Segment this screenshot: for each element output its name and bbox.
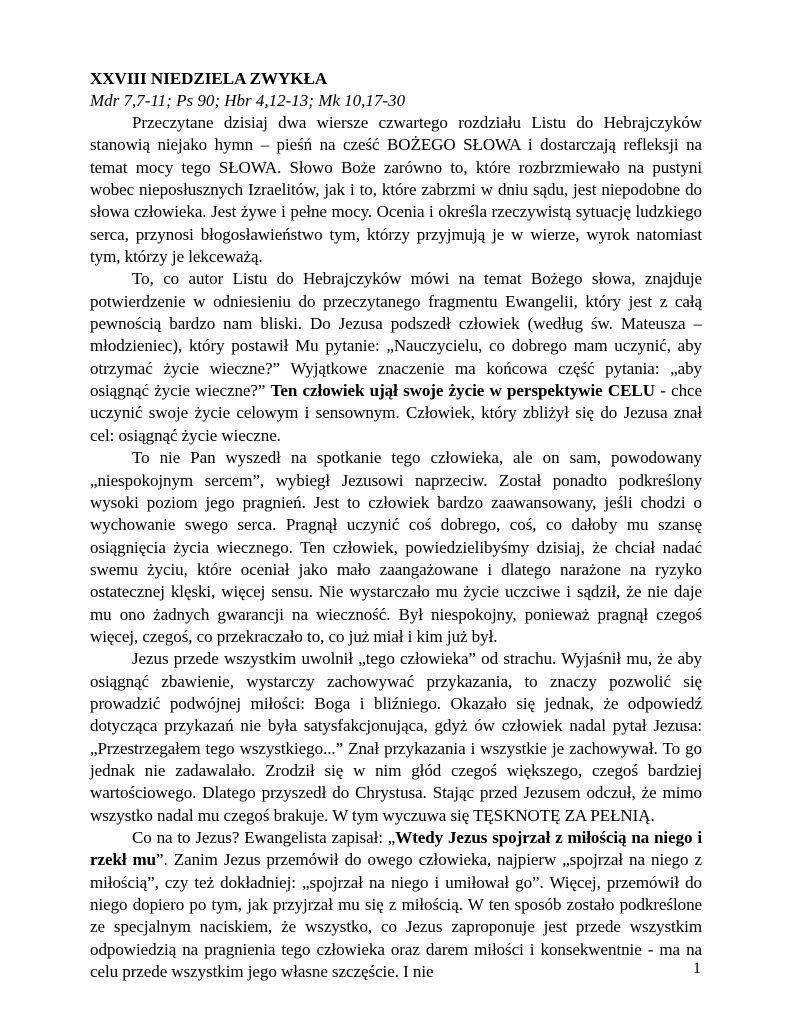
page-number: 1 [693,960,701,977]
text-run: Przeczytane dzisiaj dwa wiersze czwartego rozdziału Listu do Hebrajczyków stanowią niejako hymn – pieśń na cześć BOŻEGO SŁOWA i dostarczają refleksji na temat mocy tego SŁOWA. Słowo Boże zarówno to, które rozbrzmiewało na pustyni wobec nieposłusznych Izraelitów, jak i to, które zabrzmi w dniu sądu, jest niepodobne do słowa człowieka. Jest żywe i pełne mocy. Ocenia i określa rzeczywistą sytuację ludzkiego serca, przynosi błogosławieństwo tym, którzy przyjmują je w wierze, wyrok natomiast tym, którzy je lekceważą. [90,113,702,267]
scripture-readings: Mdr 7,7-11; Ps 90; Hbr 4,12-13; Mk 10,17-30 [90,91,406,110]
emphasis-text: Ten człowiek ujął swoje życie w perspektywie CELU [270,381,655,401]
paragraph-4 [90,648,702,827]
text-run: Co na to Jezus? Ewangelista zapisał: „ [132,828,396,847]
text-run: - chce uczynić swoje życie celowym i sensownym. Człowiek, który zbliżył się do Jezusa znał cel: osiągnąć życie wieczne. [90,381,703,445]
document-title: XXVIII NIEDZIELA ZWYKŁA [90,69,328,88]
text-run: To, co autor Listu do Hebrajczyków mówi na temat Bożego słowa, znajduje potwierdzenie w odniesieniu do przeczytanego fragmentu Ewangelii, który jest z całą pewnością bardzo nam bliski. Do Jezusa podszedł człowiek (według św. Mateusza – młodzieniec), który postawił Mu pytanie: „Nauczycielu, co dobrego mam uczynić, aby otrzymać życie wieczne?” Wyjątkowe znaczenie ma końcowa część pytania: „aby osiągnąć życie wieczne?” [90,269,702,401]
document-page [90,68,702,983]
text-run: Jezus przede wszystkim uwolnił „tego człowieka” od strachu. Wyjaśnił mu, że aby osiągnąć zbawienie, wystarczy zachowywać przykazania, to znaczy pozwolić się prowadzić podwójnej miłości: Boga i bliźniego. Okazało się jednak, że odpowiedź dotycząca przykazań nie była satysfakcjonująca, gdyż ów człowiek nadal pytał Jezusa: „Przestrzegałem tego wszystkiego...” Znał przykazania i wszystkie je zachowywał. To go jednak nie zadawalało. Zrodził się w nim głód czegoś większego, czegoś bardziej wartościowego. Dlatego przyszedł do Chrystusa. Stając przed Jezusem odczuł, że mimo wszystko nadal mu czegoś brakuje. W tym wyczuwa się TĘSKNOTĘ ZA PEŁNIĄ. [90,649,702,825]
body-text [90,112,702,983]
paragraph-3 [90,447,702,648]
text-run: To nie Pan wyszedł na spotkanie tego człowieka, ale on sam, powodowany „niespokojnym sercem”, wybiegł Jezusowi naprzeciw. Został ponadto podkreślony wysoki poziom jego pragnień. Jest to człowiek bardzo zaawansowany, jeśli chodzi o wychowanie swego serca. Pragnął uczynić coś dobrego, coś, co dałoby mu szansę osiągnięcia życia wiecznego. Ten człowiek, powiedzielibyśmy dzisiaj, że chciał nadać swemu życiu, które oceniał jako mało zaangażowane i dlatego narażone na ryzyko ostatecznej klęski, więcej sensu. Nie wystarczało mu życie uczciwe i sądził, że nie daje mu ono żadnych gwarancji na wieczność. Był niespokojny, ponieważ pragnął czegoś więcej, czegoś, co przekraczało to, co już miał i kim już był. [90,448,702,646]
paragraph-1 [90,112,702,268]
text-run: ”. Zanim Jezus przemówił do owego człowieka, najpierw „spojrzał na niego z miłością”, czy też dokładniej: „spojrzał na niego i umiłował go”. Więcej, przemówił do niego dopiero po tym, jak przyjrzał mu się z miłością. W ten sposób zostało podkreślone ze specjalnym naciskiem, że wszystko, co Jezus zaproponuje jest przede wszystkim odpowiedzią na pragnienia tego człowieka oraz darem miłości i konsekwentnie - ma na celu przede wszystkim jego własne szczęście. I nie [90,850,702,982]
paragraph-5 [90,827,702,983]
paragraph-2 [90,268,702,447]
emphasis-text: Wtedy Jezus spojrzał z miłością na niego i rzekł mu [90,828,702,870]
